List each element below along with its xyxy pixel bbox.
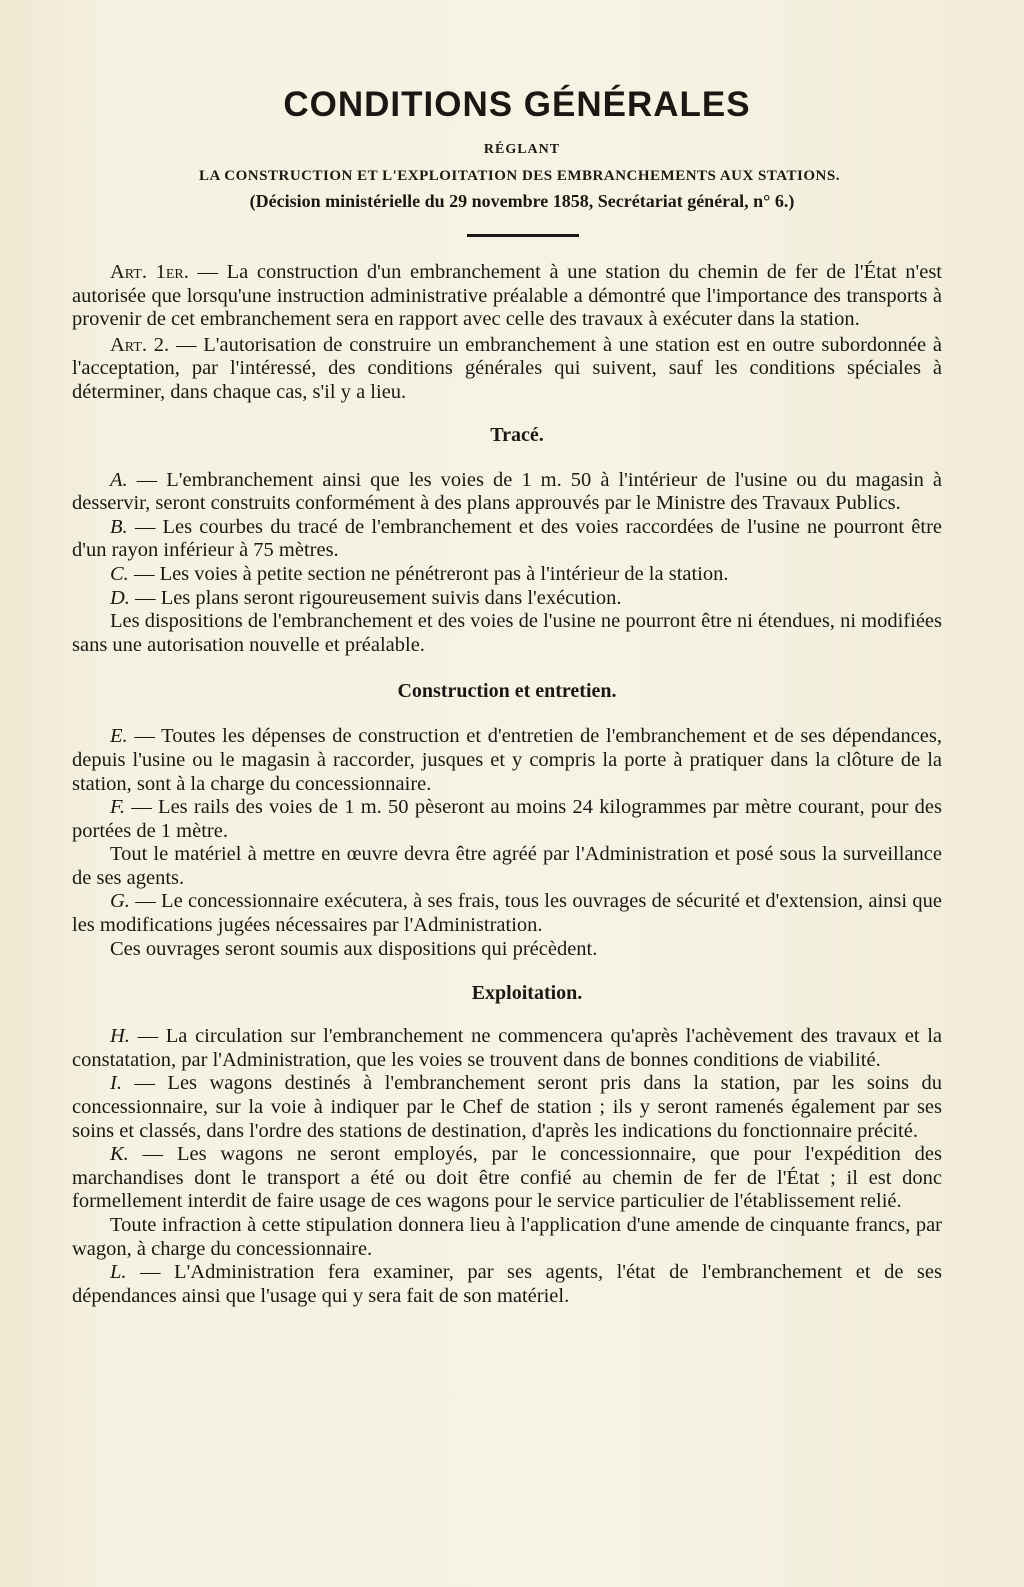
article-1: [72, 261, 942, 332]
clause-l-text: — L'Administration fera examiner, par ses agents, l'état de l'embranchement et de ses dépendances ainsi que l'usage qui y sera fait de son matériel.: [72, 1261, 942, 1307]
clause-f-label: F.: [110, 796, 126, 819]
clause-d: [72, 587, 942, 611]
article-2-label: Art. 2.: [110, 333, 170, 356]
trace-note: Les dispositions de l'embranchement et des voies de l'usine ne pourront être ni étendues, ni modifiées sans une autorisation nouvelle et préalable.: [72, 610, 942, 656]
article-2: [72, 334, 942, 405]
clause-d-label: D.: [110, 586, 130, 609]
clause-k-note: Toute infraction à cette stipulation donnera lieu à l'application d'une amende de cinquante francs, par wagon, à charge du concessionnaire.: [72, 1214, 942, 1260]
clause-i-text: — Les wagons destinés à l'embranchement seront pris dans la station, par les soins du concessionnaire, sur la voie à indiquer par le Chef de station ; ils y seront ramenés également par ses soins et classés, dans l'ordre des stations de destination, d'après les indications du fonctionnaire précité.: [72, 1072, 942, 1142]
article-1-label: Art. 1er.: [110, 261, 189, 283]
decision-reference: (Décision ministérielle du 29 novembre 1858, Secrétariat général, n° 6.): [249, 191, 795, 211]
clause-i-label: I.: [110, 1072, 122, 1095]
article-2-text: — L'autorisation de construire un embranchement à une station est en outre subordonnée à l'acceptation, par l'intéressé, des conditions générales qui suivent, sauf les conditions spéciales à déterminer, dans chaque cas, s'il y a lieu.: [72, 333, 942, 403]
clause-g-text: — Le concessionnaire exécutera, à ses frais, tous les ouvrages de sécurité et d'extension, ainsi que les modifications jugées nécessaires par l'Administration.: [72, 890, 942, 937]
clause-e-text: — Toutes les dépenses de construction et d'entretien de l'embranchement et de ses dépendances, depuis l'usine ou le magasin à raccorder, jusques et y compris la porte à pratiquer dans la clôture de la station, sont à la charge du concessionnaire.: [72, 725, 942, 795]
clause-e-label: E.: [110, 725, 128, 748]
document-body: [72, 80, 942, 1308]
page-title: CONDITIONS GÉNÉRALES: [283, 85, 751, 124]
clause-a-text: — L'embranchement ainsi que les voies de 1 m. 50 à l'intérieur de l'usine ou du magasin à desservir, seront construits conformément à des plans approuvés par le Ministre des Travaux Publics.: [72, 468, 942, 515]
clause-a-label: A.: [110, 468, 128, 491]
clause-k-label: K.: [110, 1143, 129, 1166]
clause-g-label: G.: [110, 890, 130, 913]
clause-c-label: C.: [110, 562, 129, 585]
clause-a: [72, 469, 942, 516]
clause-k: [72, 1143, 942, 1214]
clause-l: [72, 1261, 942, 1308]
clause-k-text: — Les wagons ne seront employés, par le concessionnaire, que pour l'expédition des marchandises dont le transport a été ou doit être confié au chemin de fer de l'État ; il est donc formellement interdit de faire usage de ces wagons pour le service particulier de l'établissement relié.: [72, 1143, 942, 1213]
clause-h-label: H.: [110, 1025, 130, 1048]
clause-e: [72, 725, 942, 796]
clause-c: [72, 563, 942, 587]
title-reglant: RÉGLANT: [483, 142, 561, 157]
clause-g: [72, 890, 942, 937]
clause-f-text: — Les rails des voies de 1 m. 50 pèseront au moins 24 kilogrammes par mètre courant, pour des portées de 1 mètre.: [72, 796, 942, 842]
clause-h-text: — La circulation sur l'embranchement ne commencera qu'après l'achèvement des travaux et la constatation, par l'Administration, que les voies se trouvent dans de bonnes conditions de viabilité.: [72, 1025, 942, 1071]
section-heading-construction: Construction et entretien.: [397, 680, 617, 703]
clause-d-text: — Les plans seront rigoureusement suivis dans l'exécution.: [129, 586, 622, 609]
clause-i: [72, 1072, 942, 1143]
article-1-text: — La construction d'un embranchement à une station du chemin de fer de l'État n'est autorisée que lorsqu'une instruction administrative préalable a démontré que l'importance des transports à provenir de cet embranchement sera en rapport avec celle des travaux à exécuter dans la station.: [72, 261, 942, 331]
clause-h: [72, 1025, 942, 1072]
clause-b-label: B.: [110, 515, 128, 538]
document-subtitle: LA CONSTRUCTION ET L'EXPLOITATION DES EMBRANCHEMENTS AUX STATIONS.: [199, 168, 840, 184]
title-divider: [467, 234, 579, 237]
clause-l-label: L.: [110, 1261, 127, 1284]
clause-c-text: — Les voies à petite section ne pénétreront pas à l'intérieur de la station.: [128, 562, 729, 585]
clause-f: [72, 796, 942, 843]
section-heading-exploitation: Exploitation.: [471, 982, 583, 1005]
clause-b: [72, 516, 942, 563]
section-heading-trace: Tracé.: [490, 423, 544, 446]
clause-b-text: — Les courbes du tracé de l'embranchement et des voies raccordées de l'usine ne pourront être d'un rayon inférieur à 75 mètres.: [72, 515, 942, 562]
clause-f-note: Tout le matériel à mettre en œuvre devra être agréé par l'Administration et posé sous la surveillance de ses agents.: [72, 843, 942, 889]
clause-g-note: Ces ouvrages seront soumis aux dispositions qui précèdent.: [110, 937, 598, 960]
